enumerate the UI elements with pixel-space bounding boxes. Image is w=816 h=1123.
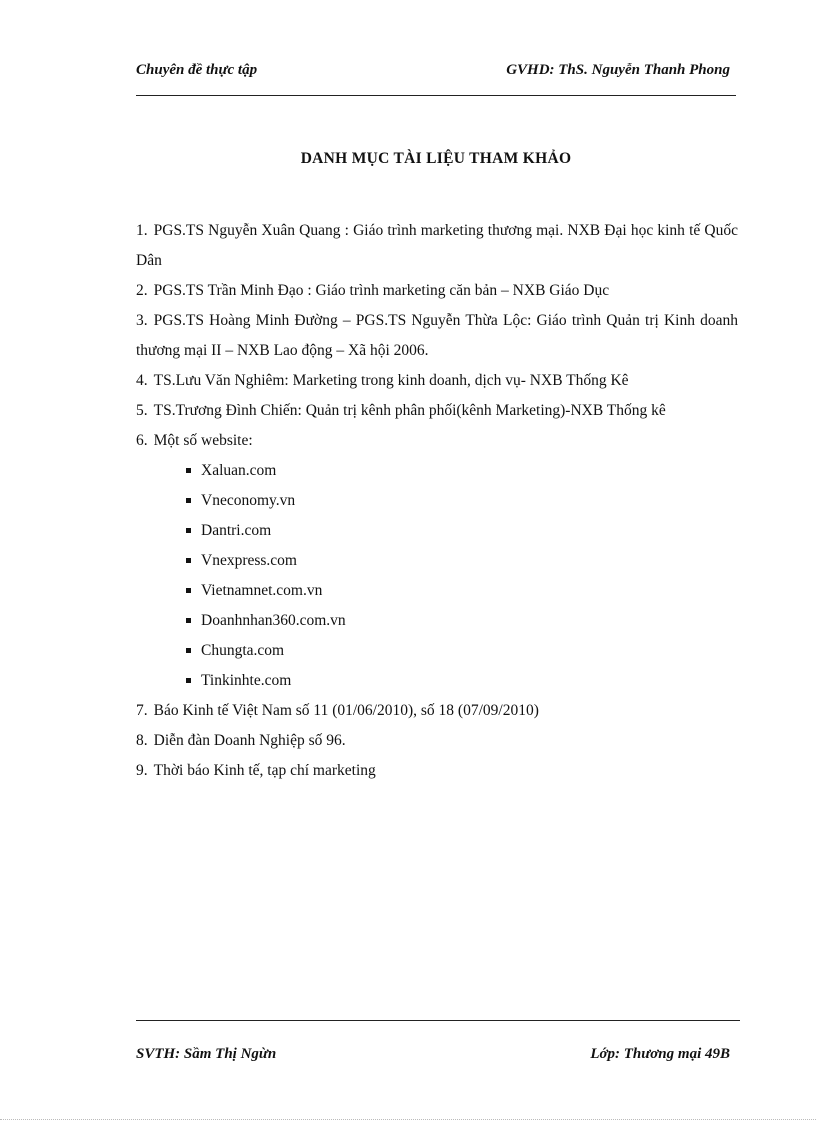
reference-text: PGS.TS Hoàng Minh Đường – PGS.TS Nguyễn Thừa Lộc: Giáo trình Quản trị Kinh doanh thương mại II – NXB Lao động – Xã hội 2006. xyxy=(136,312,738,359)
website-name: Vnexpress.com xyxy=(201,552,297,569)
website-item xyxy=(186,576,738,606)
website-list xyxy=(136,456,738,696)
square-bullet-icon xyxy=(186,678,191,683)
square-bullet-icon xyxy=(186,558,191,563)
square-bullet-icon xyxy=(186,498,191,503)
reference-number: 7. xyxy=(136,702,148,719)
square-bullet-icon xyxy=(186,528,191,533)
reference-number: 3. xyxy=(136,312,148,329)
reference-item-7 xyxy=(136,696,738,726)
footer-rule xyxy=(136,1020,740,1021)
square-bullet-icon xyxy=(186,588,191,593)
reference-text: PGS.TS Nguyễn Xuân Quang : Giáo trình marketing thương mại. NXB Đại học kinh tế Quốc Dân xyxy=(136,222,738,269)
website-item xyxy=(186,516,738,546)
reference-text: PGS.TS Trần Minh Đạo : Giáo trình marketing căn bản – NXB Giáo Dục xyxy=(153,282,610,299)
reference-item-9 xyxy=(136,756,738,786)
reference-number: 2. xyxy=(136,282,148,299)
reference-text: Báo Kinh tế Việt Nam số 11 (01/06/2010), số 18 (07/09/2010) xyxy=(153,702,539,719)
website-name: Chungta.com xyxy=(201,642,285,659)
website-name: Vietnamnet.com.vn xyxy=(201,582,323,599)
header-left: Chuyên đề thực tập xyxy=(136,62,258,78)
page-title: DANH MỤC TÀI LIỆU THAM KHẢO xyxy=(300,150,572,167)
reference-item-2 xyxy=(136,276,738,306)
reference-item-6 xyxy=(136,426,738,456)
footer-left: SVTH: Sầm Thị Ngừn xyxy=(136,1046,277,1062)
website-item xyxy=(186,546,738,576)
website-item xyxy=(186,636,738,666)
reference-number: 1. xyxy=(136,222,148,239)
header-right: GVHD: ThS. Nguyễn Thanh Phong xyxy=(506,62,730,78)
reference-number: 5. xyxy=(136,402,148,419)
website-item xyxy=(186,606,738,636)
website-name: Doanhnhan360.com.vn xyxy=(201,612,346,629)
website-name: Xaluan.com xyxy=(201,462,277,479)
reference-number: 9. xyxy=(136,762,148,779)
header-rule xyxy=(136,95,736,96)
reference-item-3 xyxy=(136,306,738,366)
reference-number: 6. xyxy=(136,432,148,449)
reference-list xyxy=(136,216,738,786)
square-bullet-icon xyxy=(186,468,191,473)
website-item xyxy=(186,486,738,516)
reference-text: Một số website: xyxy=(153,432,253,449)
website-name: Tinkinhte.com xyxy=(201,672,292,689)
footer-right: Lớp: Thương mại 49B xyxy=(590,1046,730,1062)
square-bullet-icon xyxy=(186,648,191,653)
reference-number: 8. xyxy=(136,732,148,749)
reference-item-4 xyxy=(136,366,738,396)
reference-text: Diễn đàn Doanh Nghiệp số 96. xyxy=(153,732,346,749)
website-item xyxy=(186,456,738,486)
website-name: Vneconomy.vn xyxy=(201,492,296,509)
reference-item-8 xyxy=(136,726,738,756)
reference-item-1 xyxy=(136,216,738,276)
reference-text: Thời báo Kinh tế, tạp chí marketing xyxy=(153,762,376,779)
square-bullet-icon xyxy=(186,618,191,623)
reference-number: 4. xyxy=(136,372,148,389)
website-name: Dantri.com xyxy=(201,522,272,539)
website-item xyxy=(186,666,738,696)
reference-text: TS.Trương Đình Chiến: Quản trị kênh phân phối(kênh Marketing)-NXB Thống kê xyxy=(153,402,666,419)
reference-text: TS.Lưu Văn Nghiêm: Marketing trong kinh doanh, dịch vụ- NXB Thống Kê xyxy=(153,372,629,389)
reference-item-5 xyxy=(136,396,738,426)
page-bottom-divider xyxy=(0,1119,816,1120)
